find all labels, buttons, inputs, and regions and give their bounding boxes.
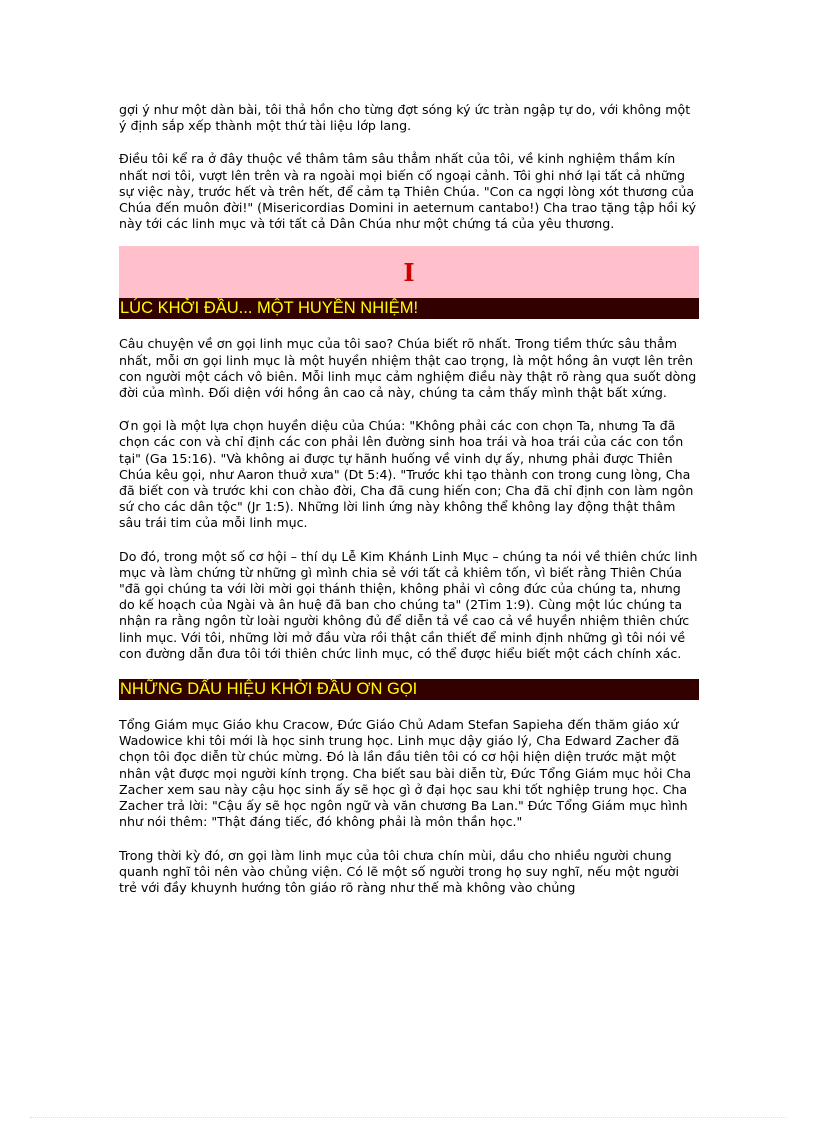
chapter-number: I [403,257,415,287]
section-heading: NHỮNG DẤU HIỆU KHỞI ĐẦU ƠN GỌI [119,679,699,700]
section-paragraph-1: Tổng Giám mục Giáo khu Cracow, Đức Giáo Chủ Adam Stefan Sapieha đến thăm giáo xứ Wadowice khi tôi mới là học sinh trung học. Linh mục dậy giáo lý, Cha Edward Zacher đã chọn tôi đọc diễn từ chúc mừng. Đó là lần đầu tiên tôi có cơ hội hiện diện trước mặt một nhân vật được mọi người kính trọng. Cha biết sau bài diễn từ, Đức Tổng Giám mục hỏi Cha Zacher xem sau này cậu học sinh ấy sẽ học gì ở đại học sau khi tốt nghiệp trung học. Cha Zacher trả lời: "Cậu ấy sẽ học ngôn ngữ và văn chương Ba Lan." Đức Tổng Giám mục hình như nói thêm: "Thật đáng tiếc, đó không phải là môn thần học." [119,717,692,830]
chapter-paragraph-2: Ơn gọi là một lựa chọn huyền diệu của Chúa: "Không phải các con chọn Ta, nhưng Ta đã chọn các con và chỉ định các con phải lên đường sinh hoa trái và hoa trái của các con tồn tại" (Ga 15:16). "Và không ai được tự hãnh huống về vinh dự ấy, nhưng phải được Thiên Chúa kêu gọi, như Aaron thuở xưa" (Dt 5:4). "Trước khi tạo thành con trong cung lòng, Cha đã biết con và trước khi con chào đời, Cha đã cung hiến con; Cha đã chỉ định con làm ngôn sứ cho các dân tộc" (Jr 1:5). Những lời linh ứng này không thể không lay động thật thâm sâu trái tim của mỗi linh mục. [119,418,694,531]
chapter-paragraph-1: Câu chuyện về ơn gọi linh mục của tôi sao? Chúa biết rõ nhất. Trong tiềm thức sâu thẳm nhất, mỗi ơn gọi linh mục là một huyền nhiệm thật cao trọng, là một hồng ân vượt lên trên con người một cách vô biên. Mỗi linh mục cảm nghiệm điều này thật rõ ràng qua suốt dòng đời của mình. Đối diện với hồng ân cao cả này, chúng ta cảm thấy mình thật bất xứng. [119,336,697,401]
chapter-heading: LÚC KHỞI ĐẦU... MỘT HUYỀN NHIỆM! [119,298,699,319]
intro-paragraph-1: gợi ý như một dàn bài, tôi thả hồn cho từng đợt sóng ký ức tràn ngập tự do, với không một ý định sắp xếp thành một thứ tài liệu lớp lang. [119,102,691,134]
page-bottom-rule [30,1117,786,1118]
chapter-paragraph-3: Do đó, trong một số cơ hội – thí dụ Lễ Kim Khánh Linh Mục – chúng ta nói về thiên chức linh mục và làm chứng từ những gì mình chia sẻ với tất cả khiêm tốn, vì biết rằng Thiên Chúa "đã gọi chúng ta với lời mời gọi thánh thiện, không phải vì công đức của chúng ta, nhưng do kế hoạch của Ngài và ân huệ đã ban cho chúng ta" (2Tim 1:9). Cùng một lúc chúng ta nhận ra rằng ngôn từ loài người không đủ để diễn tả về cao cả về huyền nhiệm thiên chức linh mục. Với tôi, những lời mở đầu vừa rồi thật cần thiết để minh định những gì tôi nói về con đường dẫn đưa tôi tới thiên chức linh mục, có thể được hiểu biết một cách chính xác. [119,548,698,661]
chapter-number-box [119,246,699,298]
intro-paragraph-2: Điều tôi kể ra ở đây thuộc về thâm tâm sâu thẳm nhất của tôi, về kinh nghiệm thầm kín nhất nơi tôi, vượt lên trên và ra ngoài mọi biến cố ngoại cảnh. Tôi ghi nhớ lại tất cả những sự việc này, trước hết và trên hết, để cảm tạ Thiên Chúa. "Con ca ngợi lòng xót thương của Chúa đến muôn đời!" (Misericordias Domini in aeternum cantabo!) Cha trao tặng tập hồi ký này tới các linh mục và tới tất cả Dân Chúa như một chứng tá của yêu thương. [119,151,697,232]
document-body [119,102,699,913]
section-paragraph-2: Trong thời kỳ đó, ơn gọi làm linh mục của tôi chưa chín mùi, dầu cho nhiều người chung quanh nghĩ tôi nên vào chủng viện. Có lẽ một số người trong họ suy nghĩ, nếu một người trẻ với đầy khuynh hướng tôn giáo rõ ràng như thế mà không vào chủng [119,847,679,895]
